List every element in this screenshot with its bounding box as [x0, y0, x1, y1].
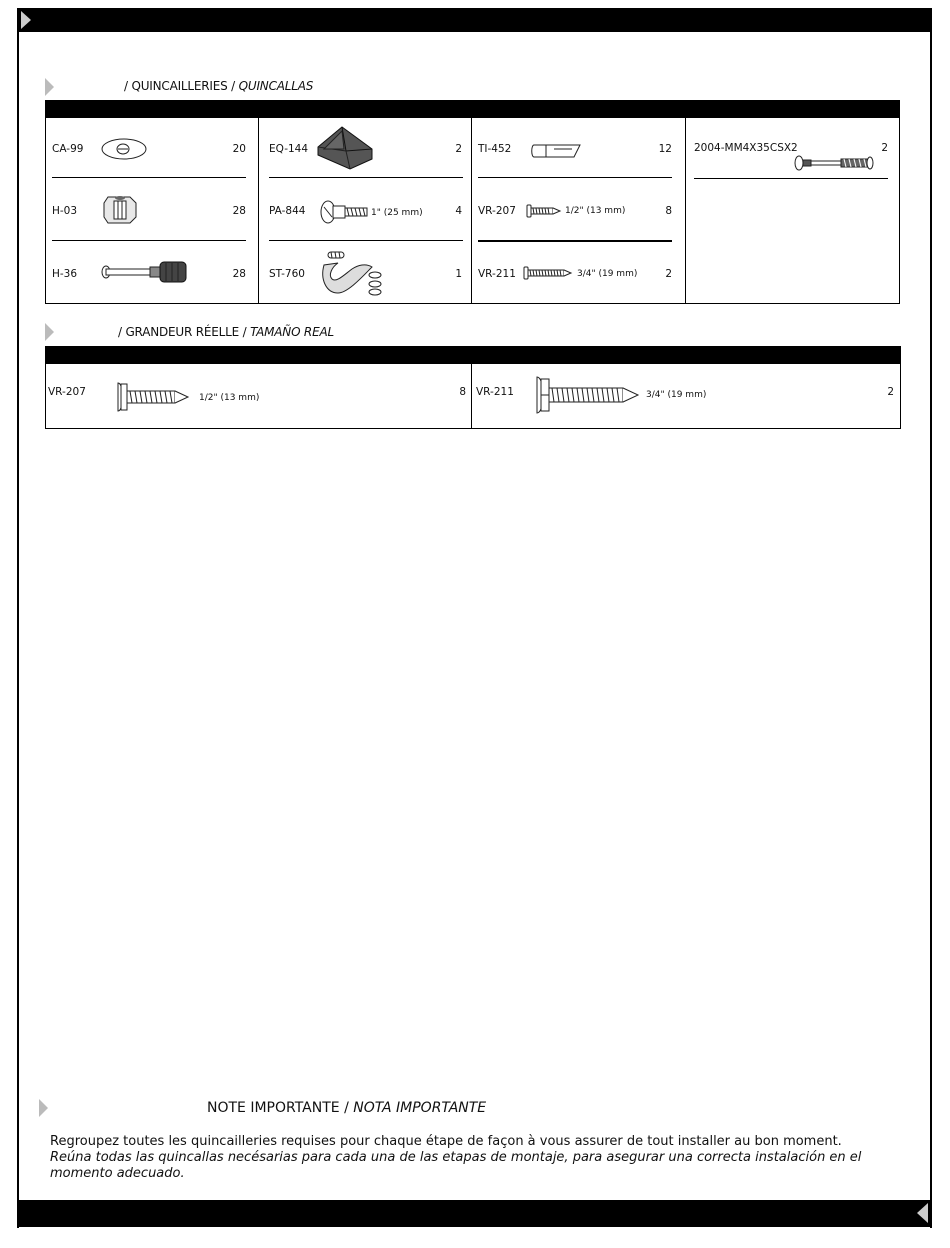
corner-arrow-icon — [917, 1203, 928, 1223]
actual-size-section-title — [118, 325, 334, 339]
page-frame-right — [930, 8, 932, 1228]
note-title-text: NOTE IMPORTANTE / — [207, 1100, 354, 1116]
pin-screw-icon — [319, 199, 371, 225]
screw-actual-size-icon — [116, 381, 190, 413]
part-quantity: 8 — [459, 386, 466, 398]
size-label: 3/4" (19 mm) — [577, 269, 638, 279]
size-label: 3/4" (19 mm) — [646, 390, 707, 400]
part-quantity: 1 — [455, 268, 462, 280]
note-body — [50, 1134, 912, 1182]
row-separator — [269, 240, 463, 241]
part-quantity: 28 — [232, 268, 246, 280]
part-quantity: 28 — [232, 205, 246, 217]
cam-lock-disc-icon — [101, 137, 149, 161]
section-title-italic: TAMAÑO REAL — [250, 325, 334, 339]
cam-bolt-icon — [100, 259, 192, 285]
hardware-section-title — [124, 79, 313, 93]
part-quantity: 2 — [665, 268, 672, 280]
part-quantity: 4 — [455, 205, 462, 217]
size-label: 1/2" (13 mm) — [199, 393, 260, 403]
table-header-bar — [46, 101, 899, 118]
corner-bracket-icon — [316, 125, 378, 171]
row-separator — [269, 177, 463, 178]
safety-strap-kit-icon — [318, 249, 388, 299]
hardware-table — [45, 100, 900, 304]
part-quantity: 2 — [887, 386, 894, 398]
column-divider — [258, 101, 259, 303]
part-code: 2004-MM4X35CSX2 — [694, 142, 798, 154]
corner-arrow-icon — [21, 11, 31, 29]
page-frame-left — [17, 8, 19, 1228]
section-arrow-icon — [45, 78, 54, 96]
note-title-italic: NOTA IMPORTANTE — [353, 1100, 487, 1116]
part-code: H-03 — [52, 205, 78, 217]
actual-size-table — [45, 346, 901, 429]
part-code: VR-211 — [478, 268, 516, 280]
header-bar — [17, 8, 932, 32]
row-separator — [694, 178, 888, 179]
row-separator — [478, 240, 672, 242]
part-code: VR-211 — [476, 386, 514, 398]
table-header-bar — [46, 347, 900, 364]
part-quantity: 2 — [455, 143, 462, 155]
section-arrow-icon — [45, 323, 54, 341]
column-divider — [471, 347, 472, 428]
row-separator — [52, 240, 246, 241]
part-code: VR-207 — [478, 205, 516, 217]
row-separator — [52, 177, 246, 178]
cam-lock-icon — [100, 193, 142, 227]
part-quantity: 12 — [658, 143, 672, 155]
part-code: VR-207 — [48, 386, 86, 398]
section-title-text: / QUINCAILLERIES / — [124, 79, 239, 93]
section-title-italic: QUINCALLAS — [238, 79, 314, 93]
note-title — [207, 1100, 486, 1116]
bolt-icon — [794, 155, 874, 171]
part-code: ST-760 — [269, 268, 305, 280]
part-code: CA-99 — [52, 143, 84, 155]
note-text-spanish: Reúna todas las quincallas necésarias para cada una de las etapas de montaje, para asegurar una correcta instalación en el momento adecuado. — [50, 1150, 862, 1181]
section-title-text: / GRANDEUR RÉELLE / — [118, 325, 251, 339]
note-text-french: Regroupez toutes les quincailleries requises pour chaque étape de façon à vous assurer de tout installer au bon moment. — [50, 1134, 842, 1149]
screw-icon — [526, 204, 562, 218]
part-code: EQ-144 — [269, 143, 309, 155]
part-code: TI-452 — [478, 143, 512, 155]
footer-bar — [17, 1200, 932, 1227]
row-separator — [478, 177, 672, 178]
screw-icon — [523, 266, 573, 280]
size-label: 1" (25 mm) — [371, 208, 423, 218]
section-arrow-icon — [39, 1099, 48, 1117]
part-quantity: 20 — [232, 143, 246, 155]
part-quantity: 2 — [881, 142, 888, 154]
size-label: 1/2" (13 mm) — [565, 206, 626, 216]
part-code: H-36 — [52, 268, 78, 280]
column-divider — [685, 101, 686, 303]
column-divider — [471, 101, 472, 303]
part-code: PA-844 — [269, 205, 306, 217]
part-quantity: 8 — [665, 205, 672, 217]
screw-actual-size-icon — [534, 375, 640, 415]
dowel-plug-icon — [530, 141, 584, 161]
